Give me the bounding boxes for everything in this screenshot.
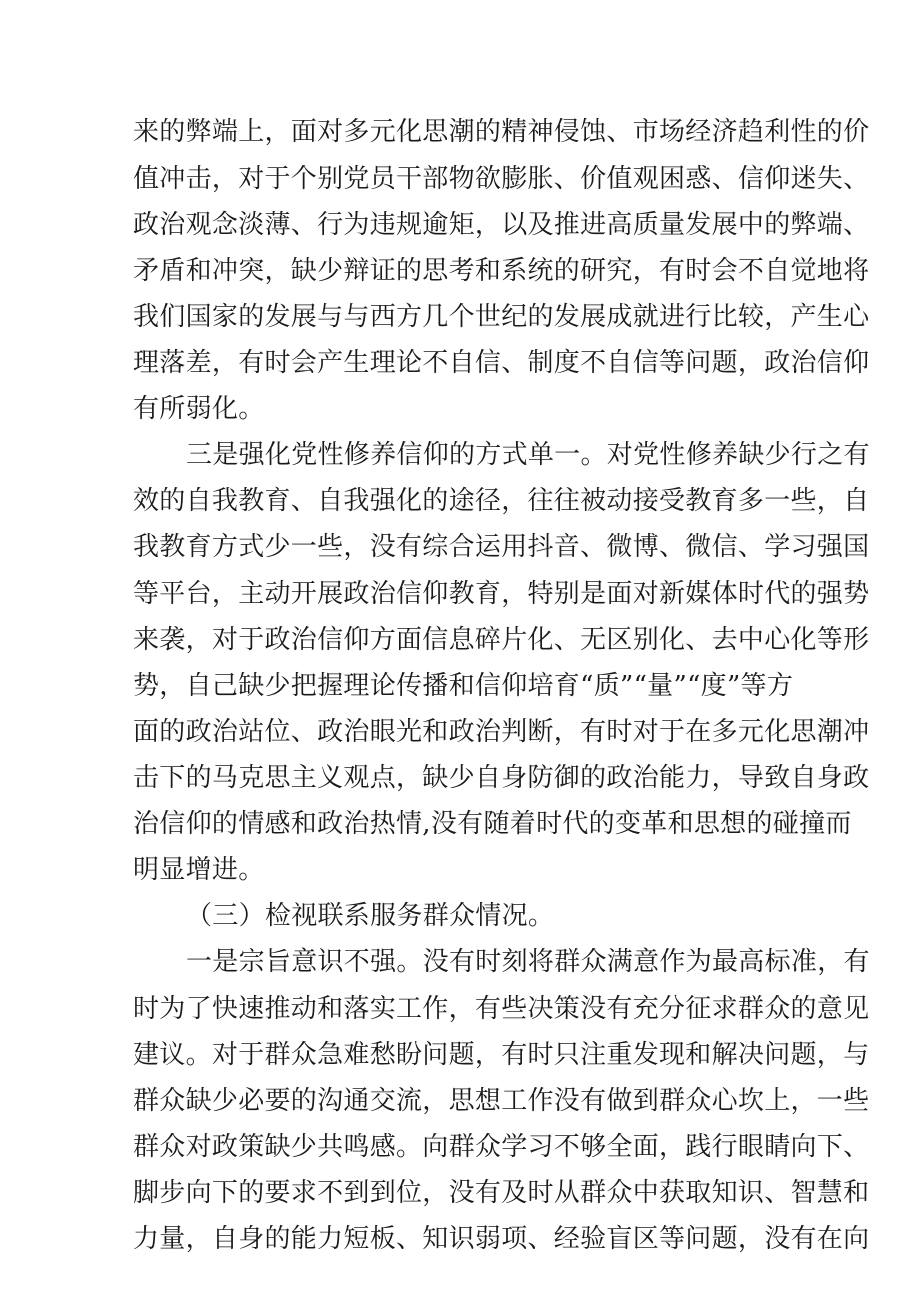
text-line: 理落差，有时会产生理论不自信、制度不自信等问题，政治信仰 [133, 348, 870, 378]
paragraph-start-line: 三是强化党性修养信仰的方式单一。对党性修养缺少行之有 [186, 440, 870, 470]
section-heading: （三）检视联系服务群众情况。 [186, 901, 555, 931]
text-line: 矛盾和冲突，缺少辩证的思考和系统的研究，有时会不自觉地将 [133, 256, 870, 286]
text-line: 面的政治站位、政治眼光和政治判断，有时对于在多元化思潮冲 [133, 717, 870, 747]
text-line: 力量，自身的能力短板、知识弱项、经验盲区等问题，没有在向 [133, 1224, 870, 1254]
paragraph-start-line: 一是宗旨意识不强。没有时刻将群众满意作为最高标准，有 [186, 947, 870, 977]
text-line: 时为了快速推动和落实工作，有些决策没有充分征求群众的意见 [133, 994, 870, 1024]
text-line: 我教育方式少一些，没有综合运用抖音、微博、微信、学习强国 [133, 532, 870, 562]
text-line: 效的自我教育、自我强化的途径，往往被动接受教育多一些，自 [133, 486, 870, 516]
text-line: 值冲击，对于个别党员干部物欲膨胀、价值观困惑、信仰迷失、 [133, 164, 870, 194]
text-line: 来的弊端上，面对多元化思潮的精神侵蚀、市场经济趋利性的价 [133, 117, 870, 147]
text-line: 政治观念淡薄、行为违规逾矩，以及推进高质量发展中的弊端、 [133, 210, 870, 240]
text-line: 势，自己缺少把握理论传播和信仰培育“质”“量”“度”等方 [133, 671, 794, 701]
text-line: 建议。对于群众急难愁盼问题，有时只注重发现和解决问题，与 [133, 1040, 870, 1070]
text-line: 脚步向下的要求不到到位，没有及时从群众中获取知识、智慧和 [133, 1178, 870, 1208]
text-line: 我们国家的发展与与西方几个世纪的发展成就进行比较，产生心 [133, 302, 870, 332]
text-line: 来袭，对于政治信仰方面信息碎片化、无区别化、去中心化等形 [133, 625, 870, 655]
text-line: 击下的马克思主义观点，缺少自身防御的政治能力，导致自身政 [133, 763, 870, 793]
text-line: 等平台，主动开展政治信仰教育，特别是面对新媒体时代的强势 [133, 579, 870, 609]
text-line: 明显增进。 [133, 855, 265, 885]
text-line: 治信仰的情感和政治热情,没有随着时代的变革和思想的碰撞而 [133, 809, 852, 839]
text-line: 群众缺少必要的沟通交流，思想工作没有做到群众心坎上，一些 [133, 1086, 870, 1116]
text-line: 有所弱化。 [133, 394, 265, 424]
text-line: 群众对政策缺少共鸣感。向群众学习不够全面，践行眼睛向下、 [133, 1132, 870, 1162]
